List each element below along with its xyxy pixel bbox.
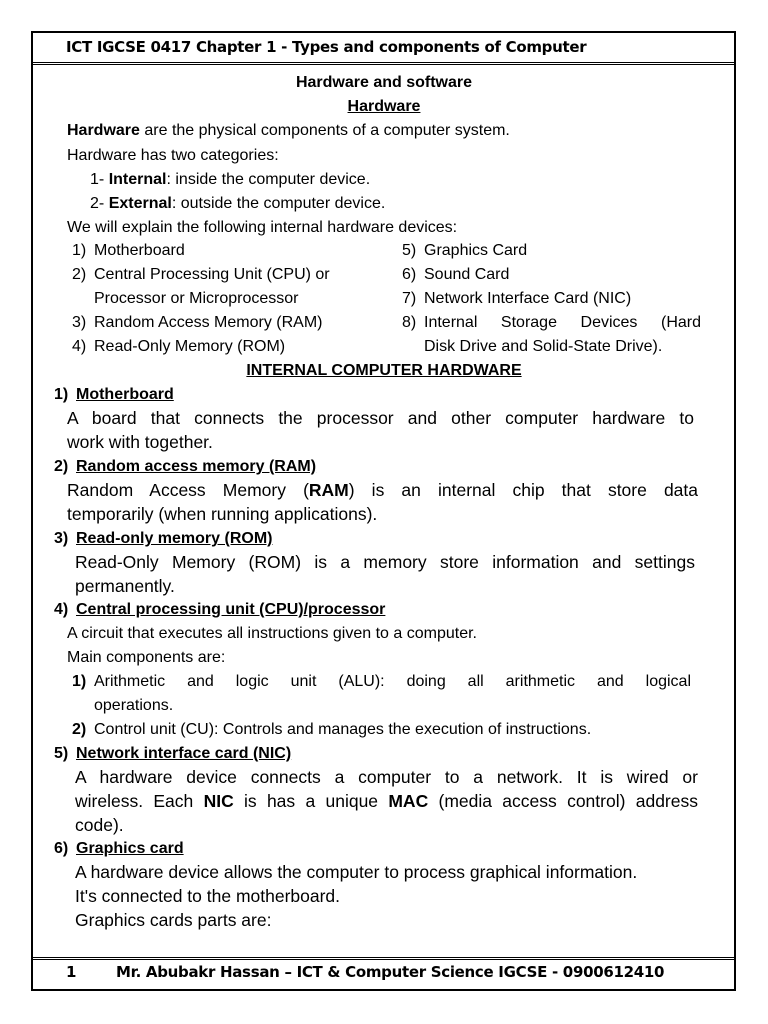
section-title-graphics: 6) Graphics card bbox=[54, 840, 184, 857]
list-item: 6) Sound Card bbox=[402, 266, 510, 283]
section-heading: INTERNAL COMPUTER HARDWARE bbox=[246, 362, 522, 379]
section-title-rom: 3) Read-only memory (ROM) bbox=[54, 530, 273, 547]
cpu-component-cu: 2) Control unit (CU): Controls and manages the execution of instructions. bbox=[72, 721, 592, 738]
list-item: 8) Internal Storage Devices (Hard bbox=[402, 314, 701, 331]
cpu-text-1: A circuit that executes all instructions given to a computer. bbox=[67, 625, 477, 642]
page-number: 1 bbox=[66, 963, 77, 981]
categories-line: Hardware has two categories: bbox=[67, 147, 279, 164]
doc-subtitle: Hardware bbox=[347, 98, 421, 115]
category-internal: 1- Internal: inside the computer device. bbox=[90, 171, 371, 188]
list-item: 4) Read-Only Memory (ROM) bbox=[72, 338, 286, 355]
nic-text-3: code). bbox=[75, 815, 124, 835]
rom-text-2: permanently. bbox=[75, 576, 175, 596]
cpu-text-2: Main components are: bbox=[67, 649, 226, 666]
motherboard-text-2: work with together. bbox=[67, 432, 213, 452]
list-item: Disk Drive and Solid-State Drive). bbox=[424, 338, 663, 355]
explain-line: We will explain the following internal hardware devices: bbox=[67, 219, 458, 236]
footer-text: Mr. Abubakr Hassan – ICT & Computer Science IGCSE - 0900612410 bbox=[116, 963, 665, 981]
header-rule bbox=[31, 62, 736, 65]
section-title-nic: 5) Network interface card (NIC) bbox=[54, 745, 292, 762]
ram-text-1: Random Access Memory (RAM) is an internal chip that store data bbox=[67, 480, 699, 500]
motherboard-text-1: A board that connects the processor and other computer hardware to bbox=[67, 408, 694, 428]
list-item: 7) Network Interface Card (NIC) bbox=[402, 290, 632, 307]
list-item: 1) Motherboard bbox=[72, 242, 185, 259]
page-footer bbox=[66, 963, 664, 981]
rom-text-1: Read-Only Memory (ROM) is a memory store information and settings bbox=[75, 552, 695, 572]
section-title-motherboard: 1) Motherboard bbox=[54, 386, 174, 403]
cpu-component-alu-cont: operations. bbox=[94, 697, 174, 714]
graphics-text-1: A hardware device allows the computer to process graphical information. bbox=[75, 862, 638, 882]
section-title-cpu: 4) Central processing unit (CPU)/processor bbox=[54, 601, 386, 618]
doc-title: Hardware and software bbox=[295, 74, 473, 91]
graphics-text-3: Graphics cards parts are: bbox=[75, 910, 272, 930]
section-title-ram: 2) Random access memory (RAM) bbox=[54, 458, 317, 475]
list-item: Processor or Microprocessor bbox=[94, 290, 299, 307]
ram-text-2: temporarily (when running applications). bbox=[67, 504, 378, 524]
nic-text-2: wireless. Each NIC is has a unique MAC (media access control) address bbox=[75, 791, 698, 811]
category-external: 2- External: outside the computer device. bbox=[90, 195, 386, 212]
list-item: 5) Graphics Card bbox=[402, 242, 528, 259]
cpu-component-alu: 1) Arithmetic and logic unit (ALU): doing all arithmetic and logical bbox=[72, 673, 691, 690]
hardware-definition: Hardware are the physical components of a computer system. bbox=[67, 122, 510, 139]
graphics-text-2: It's connected to the motherboard. bbox=[75, 886, 341, 906]
list-item: 2) Central Processing Unit (CPU) or bbox=[72, 266, 330, 283]
footer-rule bbox=[31, 957, 736, 960]
nic-text-1: A hardware device connects a computer to a network. It is wired or bbox=[75, 767, 698, 787]
page-header: ICT IGCSE 0417 Chapter 1 - Types and components of Computer bbox=[66, 38, 587, 56]
list-item: 3) Random Access Memory (RAM) bbox=[72, 314, 323, 331]
